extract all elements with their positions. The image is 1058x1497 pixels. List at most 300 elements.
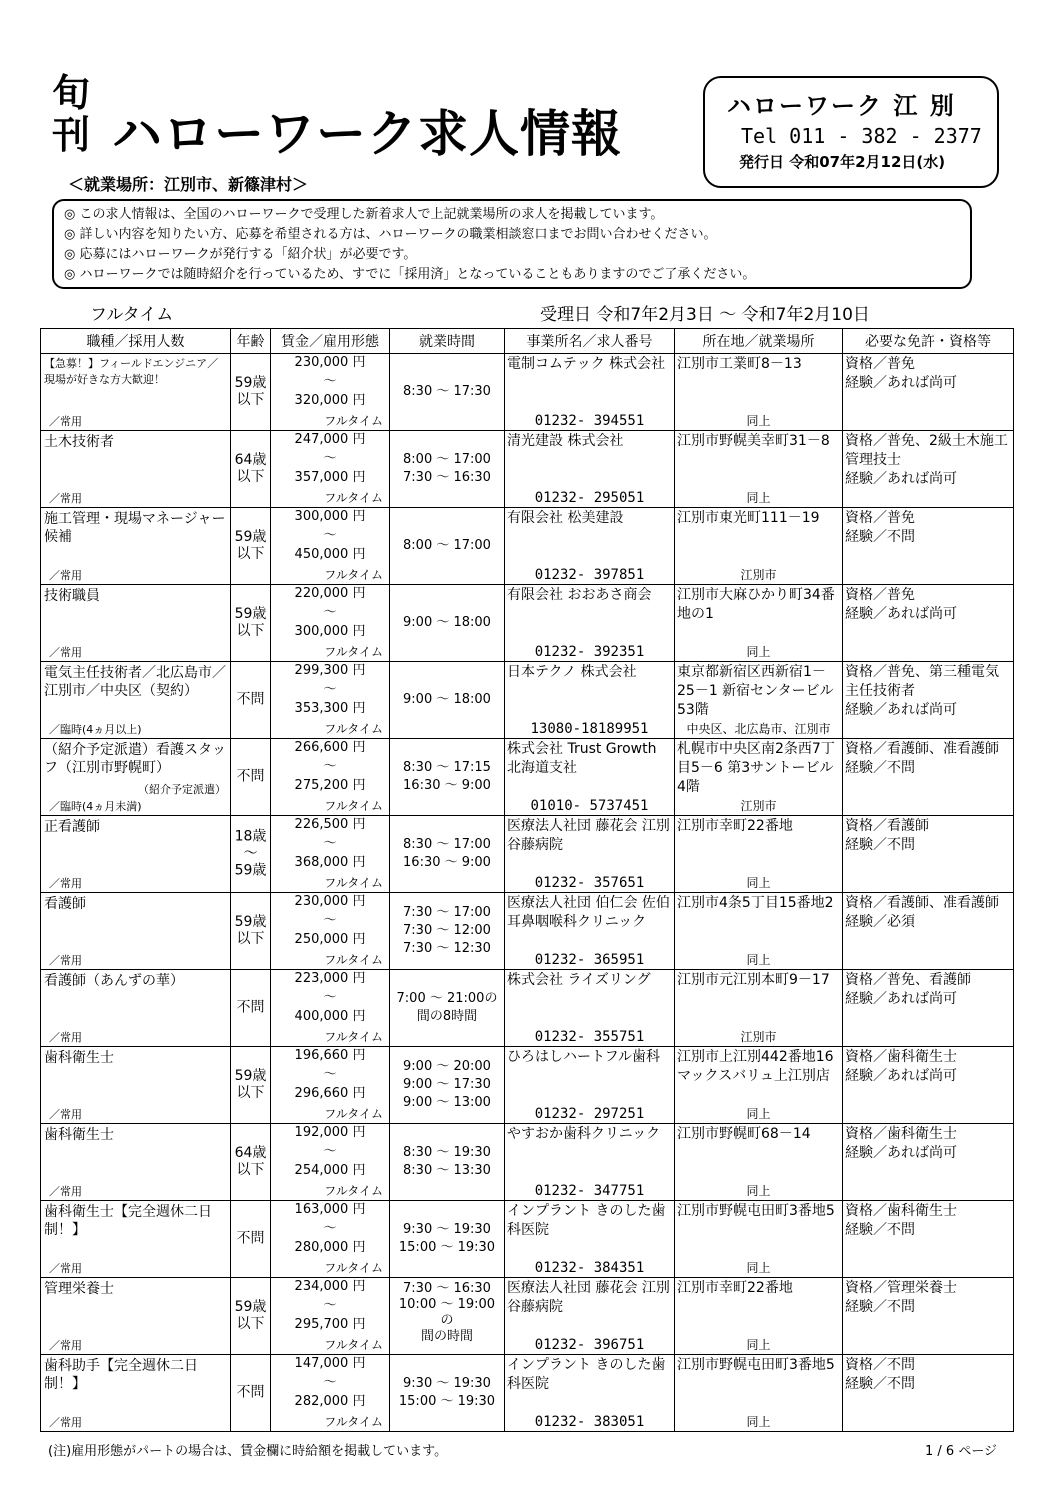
employment-type: ／常用 (49, 646, 82, 659)
work-location-subtitle: ＜就業場所：江別市、新篠津村＞ (68, 175, 309, 194)
work-style: フルタイム (324, 1184, 383, 1198)
office-box (703, 76, 999, 188)
location-cell (675, 893, 843, 970)
wage-min: 230,000 円 (294, 894, 366, 909)
work-style: フルタイム (324, 414, 383, 428)
job-title-cell (41, 662, 231, 739)
table-row[interactable] (41, 1278, 1014, 1355)
job-title: 看護師 (44, 896, 86, 912)
job-title-cell (41, 354, 231, 431)
age-cell (231, 1355, 271, 1432)
working-hours: 7:00 ～ 21:00の 間の8時間 (396, 991, 498, 1024)
table-row[interactable] (41, 431, 1014, 508)
age-limit: 不問 (236, 768, 265, 785)
requirements: 資格／普免 経験／あれば尚可 (845, 587, 957, 622)
age-cell (231, 1201, 271, 1278)
wage-range-tilde: ～ (323, 1375, 337, 1390)
job-table (40, 328, 1014, 1432)
company-name: 株式会社 ライズリング (507, 972, 651, 988)
page-number: 1 / 6 ページ (925, 1444, 998, 1459)
working-hours: 8:30 ～ 17:30 (403, 384, 491, 399)
table-row[interactable] (41, 970, 1014, 1047)
working-hours: 9:30 ～ 19:30 15:00 ～ 19:30 (398, 1376, 496, 1409)
age-cell (231, 662, 271, 739)
work-style: フルタイム (324, 568, 383, 582)
table-row[interactable] (41, 816, 1014, 893)
table-row[interactable] (41, 739, 1014, 816)
requirements-cell (843, 585, 1014, 662)
hours-cell (390, 662, 505, 739)
age-cell (231, 431, 271, 508)
workplace: 同上 (746, 1415, 771, 1429)
age-limit: 59歳 以下 (234, 914, 267, 947)
company-cell (505, 1124, 675, 1201)
working-hours: 8:30 ～ 19:30 8:30 ～ 13:30 (403, 1145, 491, 1178)
hours-cell (390, 893, 505, 970)
employment-type: ／臨時(4ヵ月以上) (49, 723, 142, 736)
table-row[interactable] (41, 1201, 1014, 1278)
company-name: 清光建設 株式会社 (507, 433, 624, 449)
job-title: 歯科衛生士【完全週休二日制！】 (44, 1204, 212, 1238)
location-cell (675, 1278, 843, 1355)
location-cell (675, 431, 843, 508)
wage-max: 353,300 円 (294, 701, 366, 716)
wage-min: 266,600 円 (294, 740, 366, 755)
hours-cell (390, 1124, 505, 1201)
job-number: 01232- 365951 (534, 952, 645, 968)
wage-min: 147,000 円 (294, 1356, 366, 1371)
workplace: 同上 (746, 876, 771, 890)
workplace: 同上 (746, 953, 771, 967)
wage-max: 300,000 円 (294, 624, 366, 639)
job-title: （紹介予定派遣）看護スタッフ（江別市野幌町） (44, 742, 226, 776)
table-row[interactable] (41, 508, 1014, 585)
working-hours: 9:00 ～ 20:00 9:00 ～ 17:30 9:00 ～ 13:00 (403, 1059, 491, 1110)
location-cell (675, 1355, 843, 1432)
hours-cell (390, 1201, 505, 1278)
wage-cell (271, 431, 390, 508)
work-style: フルタイム (324, 645, 383, 659)
wage-cell (271, 739, 390, 816)
requirements-cell (843, 662, 1014, 739)
column-header: 必要な免許・資格等 (843, 329, 1014, 354)
requirements: 資格／歯科衛生士 経験／あれば尚可 (845, 1049, 957, 1084)
location-cell (675, 662, 843, 739)
employment-type: ／常用 (49, 954, 82, 967)
age-limit: 18歳 ～ 59歳 (234, 828, 267, 879)
frequency-char-1: 旬 (52, 71, 91, 115)
job-title: 歯科助手【完全週休二日制！】 (44, 1358, 198, 1392)
hours-cell (390, 816, 505, 893)
wage-range-tilde: ～ (323, 1221, 337, 1236)
job-number: 01232- 297251 (534, 1106, 645, 1122)
working-hours: 9:00 ～ 18:00 (403, 692, 491, 707)
workplace: 江別市 (740, 1030, 777, 1044)
work-style: フルタイム (324, 1338, 383, 1352)
job-title: 管理栄養士 (44, 1281, 114, 1297)
company-cell (505, 585, 675, 662)
requirements-cell (843, 739, 1014, 816)
wage-max: 400,000 円 (294, 1009, 366, 1024)
requirements-cell (843, 816, 1014, 893)
job-title: 施工管理・現場マネージャー候補 (44, 511, 226, 545)
wage-range-tilde: ～ (323, 990, 337, 1005)
requirements-cell (843, 508, 1014, 585)
company-cell (505, 508, 675, 585)
hours-cell (390, 1278, 505, 1355)
wage-cell (271, 354, 390, 431)
age-limit: 59歳 以下 (234, 1068, 267, 1101)
work-style: フルタイム (324, 1415, 383, 1429)
address: 江別市野幌美幸町31－8 (677, 433, 830, 449)
age-limit: 59歳 以下 (234, 529, 267, 562)
job-number: 01232- 347751 (534, 1183, 645, 1199)
wage-cell (271, 1355, 390, 1432)
company-cell (505, 431, 675, 508)
location-cell (675, 970, 843, 1047)
table-row[interactable] (41, 1047, 1014, 1124)
requirements: 資格／普免、看護師 経験／あれば尚可 (845, 972, 971, 1007)
wage-max: 254,000 円 (294, 1163, 366, 1178)
work-style: フルタイム (324, 876, 383, 890)
wage-range-tilde: ～ (323, 759, 337, 774)
location-cell (675, 354, 843, 431)
age-limit: 不問 (236, 1230, 265, 1247)
age-cell (231, 893, 271, 970)
location-cell (675, 1124, 843, 1201)
company-name: 医療法人社団 藤花会 江別谷藤病院 (507, 818, 670, 853)
wage-cell (271, 1278, 390, 1355)
company-cell (505, 970, 675, 1047)
age-cell (231, 585, 271, 662)
address: 江別市東光町111－19 (677, 510, 820, 526)
age-cell (231, 508, 271, 585)
column-header: 事業所名／求人番号 (505, 329, 675, 354)
address: 江別市4条5丁目15番地2 (677, 895, 834, 911)
wage-min: 300,000 円 (294, 509, 366, 524)
hours-cell (390, 508, 505, 585)
job-title: 歯科衛生士 (44, 1127, 114, 1143)
wage-max: 357,000 円 (294, 470, 366, 485)
hours-cell (390, 970, 505, 1047)
requirements: 資格／歯科衛生士 経験／あれば尚可 (845, 1126, 957, 1161)
job-title-cell (41, 585, 231, 662)
job-title-cell (41, 1278, 231, 1355)
hours-cell (390, 739, 505, 816)
table-row[interactable] (41, 1124, 1014, 1201)
company-cell (505, 893, 675, 970)
address: 江別市元江別本町9－17 (677, 972, 830, 988)
job-title-cell (41, 1124, 231, 1201)
job-title-cell (41, 431, 231, 508)
working-hours: 9:30 ～ 19:30 15:00 ～ 19:30 (398, 1222, 496, 1255)
wage-range-tilde: ～ (323, 1144, 337, 1159)
requirements-cell (843, 431, 1014, 508)
wage-max: 450,000 円 (294, 547, 366, 562)
office-phone: Tel 011 - 382 - 2377 (741, 124, 982, 148)
employment-type: ／常用 (49, 1031, 82, 1044)
company-name: 電制コムテック 株式会社 (507, 356, 666, 372)
wage-range-tilde: ～ (323, 605, 337, 620)
workplace: 同上 (746, 414, 771, 428)
location-cell (675, 1047, 843, 1124)
age-cell (231, 970, 271, 1047)
age-limit: 64歳 以下 (234, 452, 267, 485)
dispatch-note: （紹介予定派遣） (138, 783, 226, 796)
location-cell (675, 508, 843, 585)
job-number: 01010- 5737451 (530, 798, 649, 814)
requirements: 資格／歯科衛生士 経験／不問 (845, 1203, 957, 1238)
company-name: 有限会社 おおあさ商会 (507, 587, 652, 603)
job-number: 01232- 396751 (534, 1337, 645, 1353)
wage-range-tilde: ～ (323, 836, 337, 851)
workplace: 中央区、北広島市、江別市 (686, 722, 831, 736)
requirements: 資格／管理栄養士 経験／不問 (845, 1280, 957, 1315)
wage-max: 320,000 円 (294, 393, 366, 408)
job-title: 正看護師 (44, 819, 100, 835)
age-limit: 59歳 以下 (234, 375, 267, 408)
wage-min: 196,660 円 (294, 1048, 366, 1063)
requirements-cell (843, 970, 1014, 1047)
requirements: 資格／看護師、准看護師 経験／不問 (845, 741, 999, 776)
requirements-cell (843, 1201, 1014, 1278)
job-title-cell (41, 816, 231, 893)
employment-type: ／常用 (49, 415, 82, 428)
work-style: フルタイム (324, 722, 383, 736)
workplace: 江別市 (740, 568, 777, 582)
hours-cell (390, 585, 505, 662)
job-number: 01232- 384351 (534, 1260, 645, 1276)
job-number: 01232- 394551 (534, 413, 645, 429)
wage-cell (271, 1047, 390, 1124)
wage-cell (271, 508, 390, 585)
wage-cell (271, 662, 390, 739)
job-title-cell (41, 970, 231, 1047)
location-cell (675, 585, 843, 662)
job-number: 01232- 355751 (534, 1029, 645, 1045)
address: 江別市幸町22番地 (677, 1280, 793, 1296)
table-row[interactable] (41, 354, 1014, 431)
hours-cell (390, 431, 505, 508)
work-style: フルタイム (324, 1261, 383, 1275)
requirements-cell (843, 1124, 1014, 1201)
wage-cell (271, 1124, 390, 1201)
workplace: 同上 (746, 645, 771, 659)
employment-type: ／常用 (49, 1416, 82, 1429)
requirements-cell (843, 1278, 1014, 1355)
working-hours: 9:00 ～ 18:00 (403, 615, 491, 630)
company-cell (505, 1278, 675, 1355)
wage-min: 163,000 円 (294, 1202, 366, 1217)
wage-max: 275,200 円 (294, 778, 366, 793)
notice-box (52, 199, 972, 289)
wage-min: 226,500 円 (294, 817, 366, 832)
employment-type: ／常用 (49, 569, 82, 582)
working-hours: 7:30 ～ 17:00 7:30 ～ 12:00 7:30 ～ 12:30 (403, 905, 491, 956)
company-name: 医療法人社団 伯仁会 佐伯耳鼻咽喉科クリニック (507, 895, 670, 930)
table-row[interactable] (41, 893, 1014, 970)
company-name: 日本テクノ 株式会社 (507, 664, 637, 680)
employment-type: ／常用 (49, 1108, 82, 1121)
wage-range-tilde: ～ (323, 1067, 337, 1082)
workplace: 江別市 (740, 799, 777, 813)
age-cell (231, 354, 271, 431)
workplace: 同上 (746, 491, 771, 505)
job-title-cell (41, 508, 231, 585)
age-limit: 不問 (236, 691, 265, 708)
job-title-cell (41, 1201, 231, 1278)
company-cell (505, 739, 675, 816)
requirements: 資格／不問 経験／不問 (845, 1357, 915, 1392)
wage-cell (271, 1201, 390, 1278)
job-title: 看護師（あんずの華） (44, 973, 184, 989)
hours-cell (390, 1355, 505, 1432)
employment-type: ／臨時(4ヵ月未満) (49, 800, 142, 813)
job-title: 歯科衛生士 (44, 1050, 114, 1066)
workplace: 同上 (746, 1261, 771, 1275)
reception-period: 受理日 令和7年2月3日 ～ 令和7年2月10日 (540, 305, 870, 325)
wage-min: 299,300 円 (294, 663, 366, 678)
wage-range-tilde: ～ (323, 374, 337, 389)
address: 東京都新宿区西新宿1－25－1 新宿センタービル53階 (677, 664, 834, 718)
workplace: 同上 (746, 1338, 771, 1352)
work-style: フルタイム (324, 1107, 383, 1121)
working-hours: 8:00 ～ 17:00 7:30 ～ 16:30 (403, 452, 491, 485)
wage-min: 220,000 円 (294, 586, 366, 601)
notice-line: ◎ この求人情報は、全国のハローワークで受理した新着求人で上記就業場所の求人を掲載しています。 (64, 207, 664, 222)
wage-max: 295,700 円 (294, 1317, 366, 1332)
work-style: フルタイム (324, 1030, 383, 1044)
requirements: 資格／普免、第三種電気主任技術者 経験／あれば尚可 (845, 664, 999, 718)
company-name: 医療法人社団 藤花会 江別谷藤病院 (507, 1280, 670, 1315)
address: 江別市大麻ひかり町34番地の1 (677, 587, 835, 622)
age-limit: 不問 (236, 999, 265, 1016)
company-name: ひろはしハートフル歯科 (507, 1049, 661, 1065)
working-hours: 7:30 ～ 16:30 10:00 ～ 19:00 の 間の時間 (398, 1280, 496, 1344)
employment-type: ／常用 (49, 1339, 82, 1352)
job-title-cell (41, 893, 231, 970)
age-cell (231, 1047, 271, 1124)
wage-max: 250,000 円 (294, 932, 366, 947)
workplace: 同上 (746, 1184, 771, 1198)
workplace: 同上 (746, 1107, 771, 1121)
address: 札幌市中央区南2条西7丁目5－6 第3サントービル4階 (677, 741, 835, 795)
table-header-row (41, 329, 1014, 354)
age-limit: 不問 (236, 1384, 265, 1401)
column-header: 就業時間 (390, 329, 505, 354)
job-title-cell (41, 739, 231, 816)
company-name: インプラント きのした歯科医院 (507, 1357, 666, 1392)
work-style: フルタイム (324, 799, 383, 813)
company-cell (505, 816, 675, 893)
address: 江別市野幌屯田町3番地5 (677, 1203, 835, 1219)
age-limit: 59歳 以下 (234, 606, 267, 639)
wage-min: 230,000 円 (294, 355, 366, 370)
wage-range-tilde: ～ (323, 1298, 337, 1313)
employment-type: ／常用 (49, 492, 82, 505)
location-cell (675, 1201, 843, 1278)
company-cell (505, 662, 675, 739)
job-title-cell (41, 1047, 231, 1124)
column-header: 職種／採用人数 (41, 329, 231, 354)
age-cell (231, 739, 271, 816)
column-header: 所在地／就業場所 (675, 329, 843, 354)
requirements: 資格／看護師 経験／不問 (845, 818, 929, 853)
wage-min: 234,000 円 (294, 1279, 366, 1294)
job-number: 01232- 357651 (534, 875, 645, 891)
job-title: 土木技術者 (44, 434, 114, 450)
company-name: やすおか歯科クリニック (507, 1126, 661, 1142)
working-hours: 8:30 ～ 17:15 16:30 ～ 9:00 (403, 760, 491, 793)
employment-type: ／常用 (49, 1262, 82, 1275)
location-cell (675, 739, 843, 816)
age-cell (231, 1124, 271, 1201)
requirements: 資格／普免、2級土木施工管理技士 経験／あれば尚可 (845, 433, 1008, 487)
wage-max: 282,000 円 (294, 1394, 366, 1409)
age-cell (231, 816, 271, 893)
requirements: 資格／看護師、准看護師 経験／必須 (845, 895, 999, 930)
requirements-cell (843, 893, 1014, 970)
section-label: フルタイム (90, 305, 174, 325)
wage-max: 280,000 円 (294, 1240, 366, 1255)
company-cell (505, 1355, 675, 1432)
job-title-cell (41, 1355, 231, 1432)
job-number: 01232- 295051 (534, 490, 645, 506)
table-row[interactable] (41, 585, 1014, 662)
requirements-cell (843, 1355, 1014, 1432)
employment-type: ／常用 (49, 877, 82, 890)
wage-range-tilde: ～ (323, 451, 337, 466)
table-row[interactable] (41, 662, 1014, 739)
wage-cell (271, 893, 390, 970)
job-number: 13080-18189951 (530, 721, 649, 737)
notice-line: ◎ ハローワークでは随時紹介を行っているため、すでに「採用済」となっていることもありますのでご了承ください。 (64, 267, 756, 282)
working-hours: 8:00 ～ 17:00 (403, 538, 491, 553)
company-cell (505, 354, 675, 431)
address: 江別市工業町8－13 (677, 356, 802, 372)
age-cell (231, 1278, 271, 1355)
hours-cell (390, 1047, 505, 1124)
address: 江別市上江別442番地16 マックスバリュ上江別店 (677, 1049, 834, 1084)
wage-cell (271, 816, 390, 893)
work-style: フルタイム (324, 953, 383, 967)
wage-range-tilde: ～ (323, 682, 337, 697)
wage-min: 223,000 円 (294, 971, 366, 986)
column-header: 賃金／雇用形態 (271, 329, 390, 354)
company-name: インプラント きのした歯科医院 (507, 1203, 666, 1238)
job-title: 【急募！】フィールドエンジニア／現場が好きな方大歓迎！ (44, 357, 219, 386)
company-name: 株式会社 Trust Growth 北海道支社 (507, 741, 657, 776)
job-title: 電気主任技術者／北広島市／江別市／中央区（契約） (44, 665, 226, 699)
location-cell (675, 816, 843, 893)
job-number: 01232- 392351 (534, 644, 645, 660)
company-cell (505, 1201, 675, 1278)
office-name: ハローワーク 江 別 (727, 92, 956, 120)
footer-note: (注)雇用形態がパートの場合は、賃金欄に時給額を掲載しています。 (48, 1444, 448, 1459)
notice-line: ◎ 応募にはハローワークが発行する「紹介状」が必要です。 (64, 247, 417, 262)
requirements: 資格／普免 経験／不問 (845, 510, 915, 545)
wage-max: 368,000 円 (294, 855, 366, 870)
wage-range-tilde: ～ (323, 528, 337, 543)
table-row[interactable] (41, 1355, 1014, 1432)
work-style: フルタイム (324, 491, 383, 505)
wage-range-tilde: ～ (323, 913, 337, 928)
employment-type: ／常用 (49, 1185, 82, 1198)
company-name: 有限会社 松美建設 (507, 510, 624, 526)
publish-date: 発行日 令和07年2月12日(水) (739, 153, 946, 171)
requirements-cell (843, 354, 1014, 431)
wage-cell (271, 970, 390, 1047)
